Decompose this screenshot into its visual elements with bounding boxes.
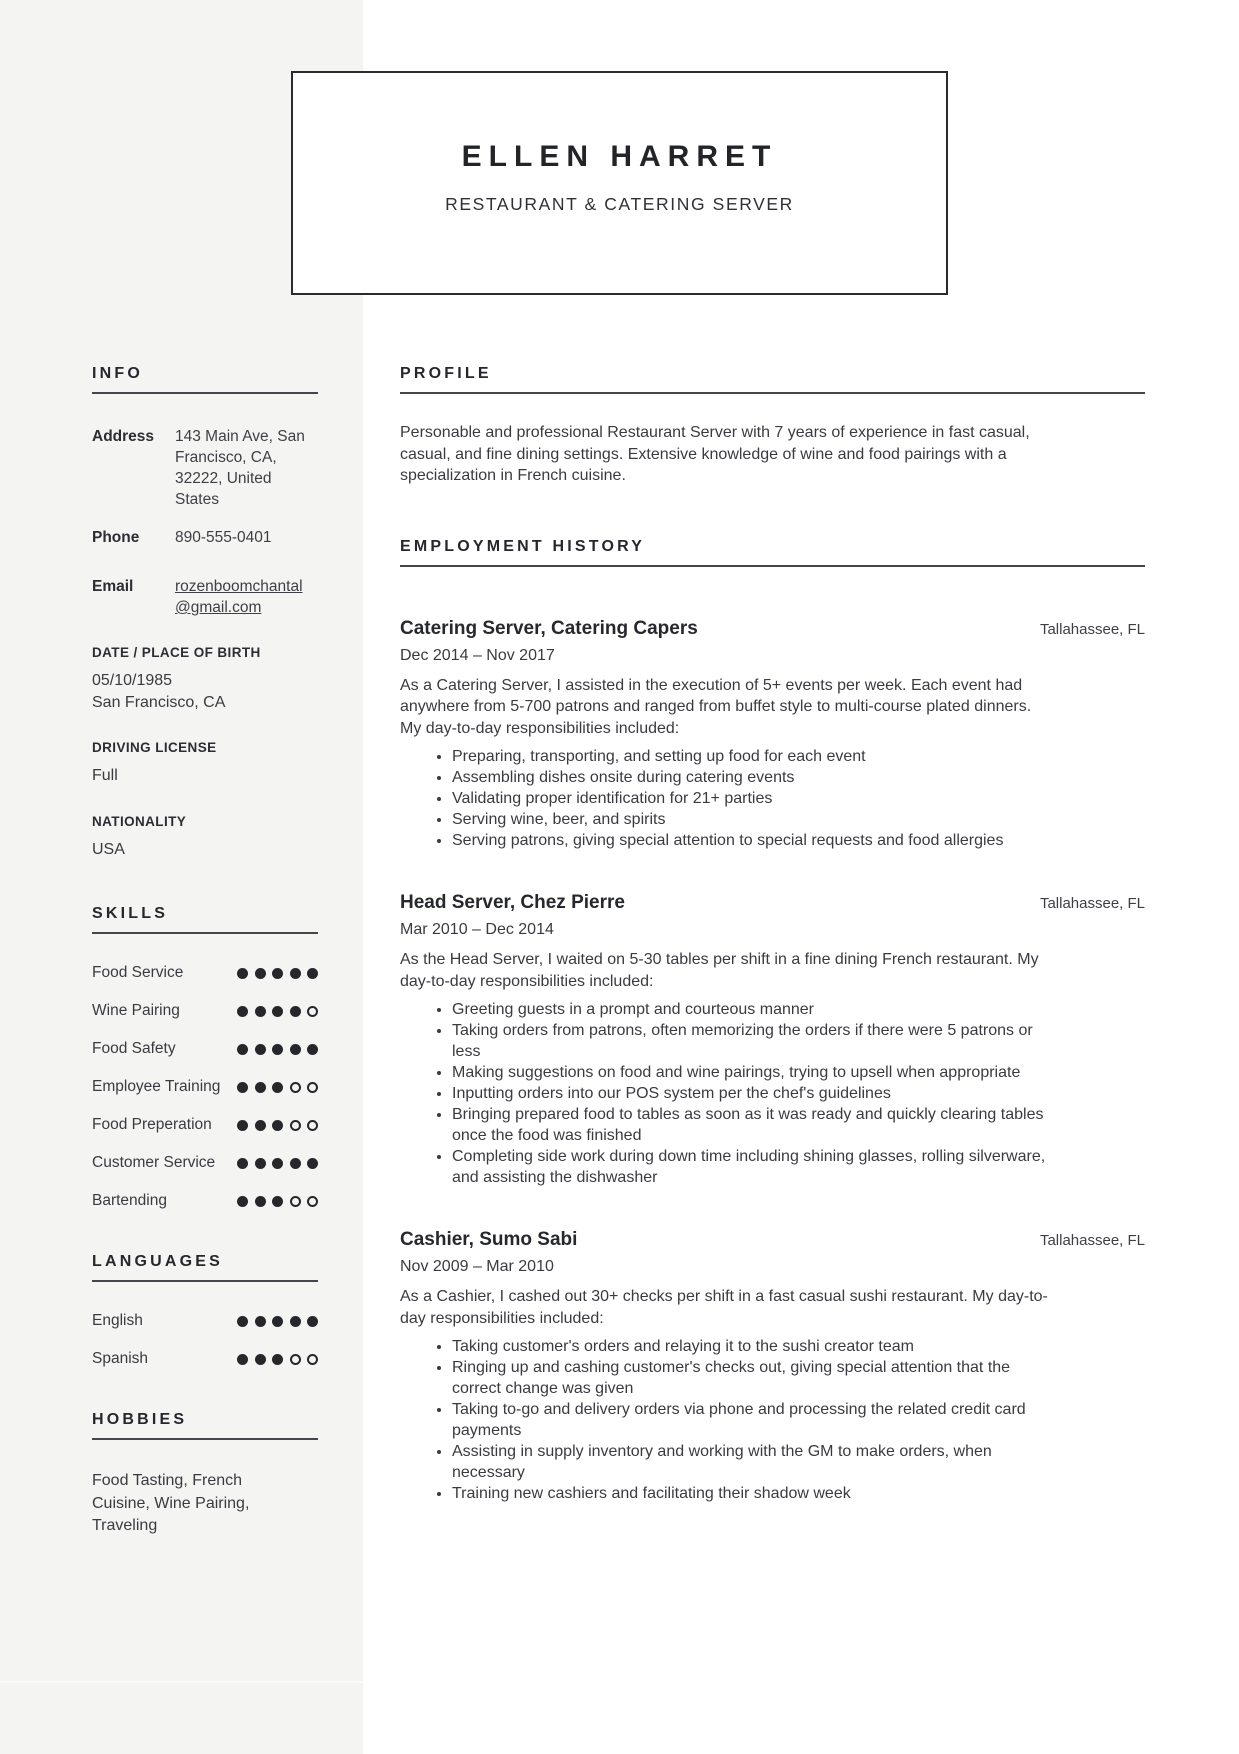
rating-label: Spanish [92,1350,149,1367]
job-bullet: • Inputting orders into our POS system per the chef's guidelines [452,1083,1055,1104]
info-field-label: Email [92,578,134,595]
job-bullet: • Completing side work during down time including shining glasses, rolling silverware, and assisting the dishwasher [452,1146,1055,1188]
info-subsection [92,814,318,861]
jobs-list [400,617,1145,1505]
info-field-label: Phone [92,529,140,546]
dot-filled-icon [307,1044,318,1055]
profile-text: Personable and professional Restaurant Server with 7 years of experience in fast casual, casual, and fine dining settings. Extensive knowledge of wine and food pairings with a specialization in French cuisine. [400,424,1030,484]
rating-dots [237,1354,318,1365]
job-bullet: • Ringing up and cashing customer's checks out, giving special attention that the correct change was given [452,1357,1055,1399]
employment-section [400,537,1145,1505]
dot-filled-icon [255,1044,266,1055]
dot-empty-icon [290,1196,301,1207]
rating-label: Bartending [92,1192,167,1209]
rating-label: Food Service [92,964,184,981]
header-name-card [291,71,948,295]
job-bullet: • Preparing, transporting, and setting up food for each event [452,746,1055,767]
dot-filled-icon [237,1196,248,1207]
languages-rows [92,1311,318,1369]
dot-filled-icon [272,1316,283,1327]
profile-section [400,364,1145,487]
dot-filled-icon [272,1044,283,1055]
job-entry [400,1228,1145,1504]
dot-empty-icon [307,1196,318,1207]
dot-filled-icon [255,1354,266,1365]
section-rule [92,932,318,934]
rating-dots [237,1120,318,1131]
info-subsection-value [92,765,318,787]
info-field-value [175,576,318,618]
info-subsection-value [92,670,318,713]
rating-row [92,1115,318,1135]
info-subsection [92,740,318,787]
rating-row [92,1191,318,1211]
dot-filled-icon [255,1120,266,1131]
job-dates: Mar 2010 – Dec 2014 [400,921,554,938]
info-subsection-line: 05/10/1985 [92,672,173,689]
info-field-value: 143 Main Ave, San Francisco, CA, 32222, United States [175,428,305,508]
info-field-label: Address [92,428,155,445]
dot-filled-icon [272,1158,283,1169]
job-bullet: • Taking customer's orders and relaying it to the sushi creator team [452,1336,1055,1357]
person-job-title: RESTAURANT & CATERING SERVER [445,193,794,214]
rating-label: Wine Pairing [92,1002,180,1019]
rating-dots [237,1044,318,1055]
email-link[interactable]: rozenboomchantal@gmail.com [175,578,303,616]
info-subsection-line: USA [92,840,125,858]
dot-filled-icon [290,1158,301,1169]
job-bullet: • Assembling dishes onsite during catering events [452,767,1055,788]
job-title: Cashier, Sumo Sabi [400,1229,578,1250]
dot-filled-icon [255,1196,266,1207]
job-bullets [400,1336,1055,1504]
dot-filled-icon [272,1006,283,1017]
rating-dots [237,1006,318,1017]
rating-row [92,1153,318,1173]
job-location: Tallahassee, FL [1039,620,1145,638]
skills-rows [92,963,318,1211]
job-bullet: • Taking to-go and delivery orders via phone and processing the related credit card payments [452,1399,1055,1441]
info-field [92,527,318,548]
job-bullet: • Training new cashiers and facilitating their shadow week [452,1483,1055,1504]
dot-filled-icon [255,1316,266,1327]
dot-filled-icon [255,1006,266,1017]
info-subsection-line: San Francisco, CA [92,693,226,711]
job-bullets [400,746,1055,851]
hobbies-heading: HOBBIES [92,1411,188,1428]
dot-filled-icon [272,1354,283,1365]
dot-filled-icon [237,1120,248,1131]
info-field [92,576,318,618]
section-rule [92,1438,318,1440]
job-bullet: • Serving wine, beer, and spirits [452,809,1055,830]
job-header-row [400,891,1145,915]
dot-empty-icon [290,1082,301,1093]
job-bullet: • Taking orders from patrons, often memorizing the orders if there were 5 patrons or less [452,1020,1055,1062]
rating-dots [237,968,318,979]
hobbies-text: Food Tasting, French Cuisine, Wine Pairing, Traveling [92,1472,250,1534]
rating-dots [237,1316,318,1327]
info-fields [92,426,318,618]
info-field-value: 890-555-0401 [175,529,272,546]
rating-label: English [92,1312,143,1329]
rating-label: Employee Training [92,1078,221,1095]
job-bullet: • Validating proper identification for 21+ parties [452,788,1055,809]
page-break-line [0,1681,363,1683]
info-heading: INFO [92,365,144,382]
rating-label: Customer Service [92,1154,216,1171]
info-subsection-label: DATE / PLACE OF BIRTH [92,645,261,660]
rating-row [92,1077,318,1097]
dot-filled-icon [237,1316,248,1327]
job-summary: As the Head Server, I waited on 5-30 tables per shift in a fine dining French restaurant. My day-to-day responsibilities included: [400,951,1039,990]
job-entry [400,617,1145,852]
job-header-row [400,617,1145,641]
rating-label: Food Preperation [92,1116,212,1133]
dot-filled-icon [272,1082,283,1093]
dot-filled-icon [237,1082,248,1093]
job-title: Catering Server, Catering Capers [400,617,698,639]
job-bullet: • Assisting in supply inventory and working with the GM to make orders, when necessary [452,1441,1055,1483]
job-entry [400,891,1145,1188]
rating-dots [237,1196,318,1207]
dot-filled-icon [290,1316,301,1327]
rating-row [92,963,318,983]
skills-section [92,904,318,1211]
info-subsection [92,645,318,713]
section-rule [400,392,1145,394]
job-bullet: • Greeting guests in a prompt and courteous manner [452,999,1055,1020]
dot-filled-icon [307,1158,318,1169]
job-summary: As a Cashier, I cashed out 30+ checks per shift in a fast casual sushi restaurant. My day-to-day responsibilities included: [400,1288,1048,1327]
rating-row [92,1349,318,1369]
dot-filled-icon [237,1044,248,1055]
dot-filled-icon [272,968,283,979]
dot-filled-icon [307,1316,318,1327]
info-subsection-value [92,839,318,861]
info-section [92,364,318,860]
rating-row [92,1039,318,1059]
job-bullet: • Making suggestions on food and wine pairings, trying to upsell when appropriate [452,1062,1055,1083]
job-location: Tallahassee, FL [1039,1232,1145,1249]
dot-filled-icon [237,1006,248,1017]
dot-filled-icon [290,968,301,979]
profile-heading: PROFILE [400,365,492,382]
hobbies-section [92,1410,318,1538]
section-rule [92,1280,318,1282]
rating-label: Food Safety [92,1040,176,1057]
person-name: ELLEN HARRET [461,139,778,173]
dot-filled-icon [272,1196,283,1207]
languages-heading: LANGUAGES [92,1253,224,1270]
rating-dots [237,1082,318,1093]
info-subsection-line: Full [92,767,118,784]
section-rule [92,392,318,394]
dot-filled-icon [255,1082,266,1093]
dot-filled-icon [290,1044,301,1055]
job-location: Tallahassee, FL [1039,895,1145,912]
dot-empty-icon [307,1120,318,1131]
info-subsections [92,645,318,860]
dot-filled-icon [307,968,318,979]
section-rule [400,565,1145,567]
job-bullet: • Bringing prepared food to tables as soon as it was ready and quickly clearing tables once the food was finished [452,1104,1055,1146]
dot-filled-icon [237,968,248,979]
rating-row [92,1001,318,1021]
job-bullet: • Serving patrons, giving special attention to special requests and food allergies [452,830,1055,851]
rating-row [92,1311,318,1331]
job-dates: Dec 2014 – Nov 2017 [400,646,555,664]
dot-filled-icon [237,1354,248,1365]
dot-empty-icon [307,1082,318,1093]
job-bullets [400,999,1055,1188]
dot-empty-icon [290,1120,301,1131]
dot-empty-icon [290,1354,301,1365]
dot-empty-icon [307,1354,318,1365]
info-subsection-label: DRIVING LICENSE [92,740,217,755]
job-header-row [400,1228,1145,1252]
info-field [92,426,318,510]
info-subsection-label: NATIONALITY [92,813,187,829]
dot-filled-icon [255,968,266,979]
dot-filled-icon [255,1158,266,1169]
languages-section [92,1252,318,1369]
dot-filled-icon [290,1006,301,1017]
dot-filled-icon [237,1158,248,1169]
job-dates: Nov 2009 – Mar 2010 [400,1258,554,1275]
skills-heading: SKILLS [92,905,169,922]
employment-heading: EMPLOYMENT HISTORY [400,537,646,555]
main-column [400,364,1145,1504]
dot-empty-icon [307,1006,318,1017]
rating-dots [237,1158,318,1169]
dot-filled-icon [272,1120,283,1131]
job-title: Head Server, Chez Pierre [400,892,625,913]
job-summary: As a Catering Server, I assisted in the execution of 5+ events per week. Each event had anywhere from 5-700 patrons and ranged from buffet style to multi-course plated dinners. My day-to-day responsibilities included: [400,676,1032,737]
